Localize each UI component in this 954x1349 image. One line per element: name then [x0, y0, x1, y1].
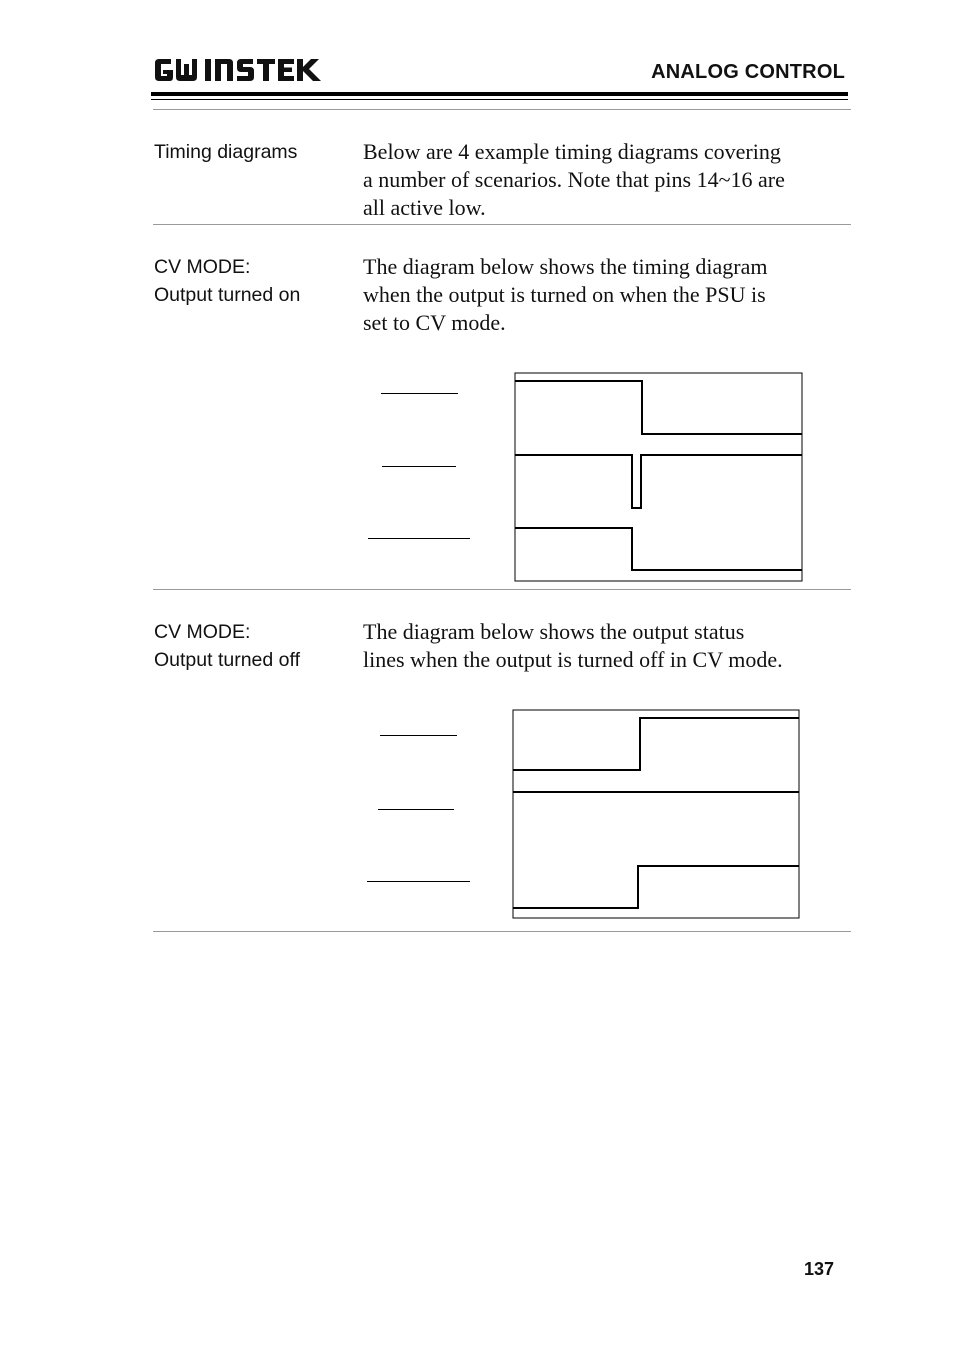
divider — [153, 224, 851, 225]
gw-instek-logo — [153, 56, 323, 84]
waveform-signal-3 — [513, 866, 799, 908]
divider — [153, 589, 851, 590]
row-label-timing-diagrams — [154, 138, 354, 166]
header-rule — [151, 92, 848, 96]
divider — [153, 109, 851, 110]
signal-label-line — [382, 466, 456, 467]
timing-diagram-output-off — [512, 709, 802, 921]
waveform-signal-1 — [513, 718, 799, 770]
row-label-cv-output-on — [154, 253, 354, 309]
diagram-frame — [515, 373, 802, 581]
waveform-signal-2 — [515, 455, 802, 508]
signal-label-line — [367, 881, 470, 882]
label-line: Output turned off — [154, 649, 300, 671]
row-body-cv-output-on — [363, 253, 853, 337]
body-line: set to CV mode. — [363, 310, 506, 335]
body-line: a number of scenarios. Note that pins 14~16 are — [363, 167, 785, 192]
row-label-cv-output-off — [154, 618, 354, 674]
body-line: all active low. — [363, 195, 486, 220]
body-line: The diagram below shows the output status — [363, 619, 745, 644]
waveform-signal-3 — [515, 528, 802, 570]
signal-label-line — [368, 538, 470, 539]
label-line: Timing diagrams — [154, 141, 298, 163]
signal-label-line — [381, 393, 458, 394]
body-line: when the output is turned on when the PSU is — [363, 282, 766, 307]
label-line: CV MODE: — [154, 256, 251, 278]
label-line: CV MODE: — [154, 621, 251, 643]
row-body-timing-diagrams — [363, 138, 853, 222]
signal-label-line — [378, 809, 454, 810]
body-line: Below are 4 example timing diagrams covering — [363, 139, 781, 164]
section-title: ANALOG CONTROL — [651, 61, 845, 83]
divider — [153, 931, 851, 932]
diagram-frame — [513, 710, 799, 918]
page-number: 137 — [803, 1259, 834, 1279]
header-rule-thin — [151, 99, 848, 100]
timing-diagram-output-on — [514, 372, 804, 583]
waveform-signal-1 — [515, 381, 802, 434]
label-line: Output turned on — [154, 284, 301, 306]
signal-label-line — [380, 735, 457, 736]
body-line: The diagram below shows the timing diagram — [363, 254, 768, 279]
row-body-cv-output-off — [363, 618, 853, 674]
body-line: lines when the output is turned off in CV mode. — [363, 647, 783, 672]
